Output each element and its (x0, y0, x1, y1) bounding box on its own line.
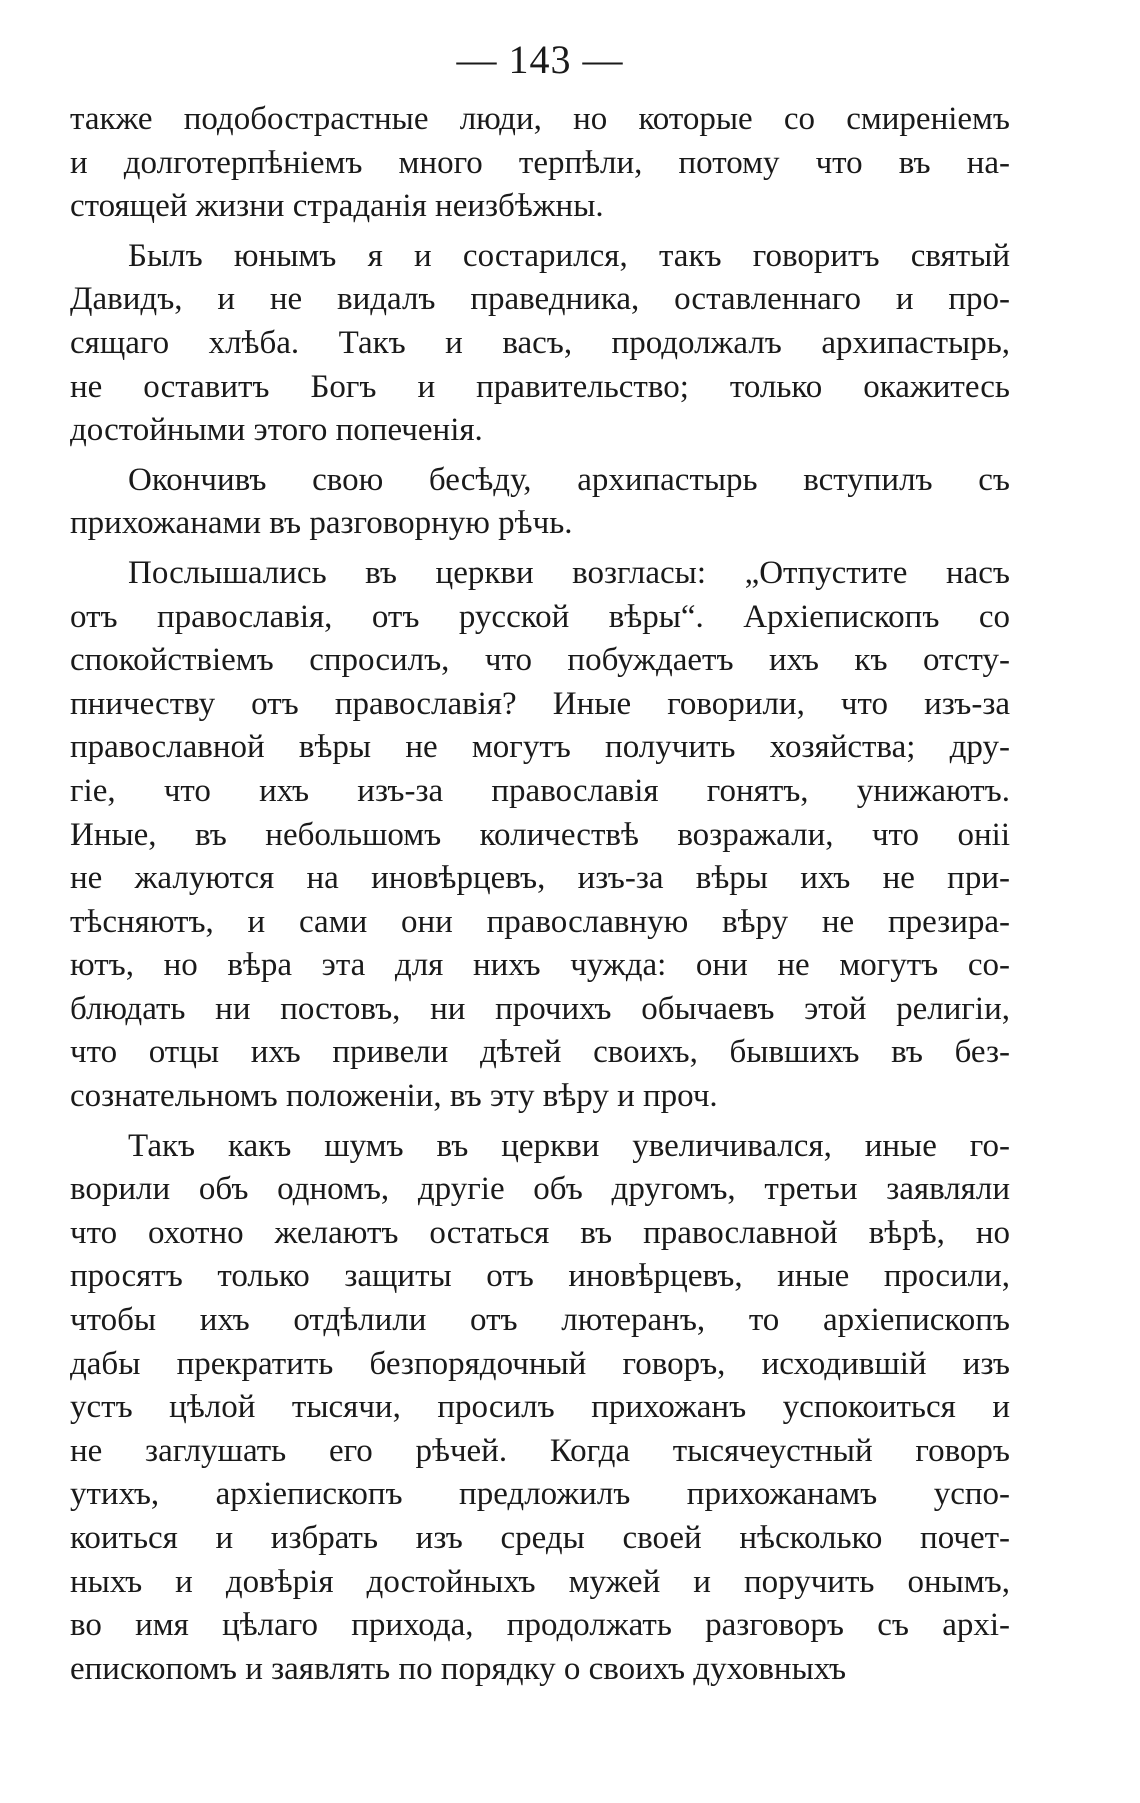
paragraph (70, 235, 1010, 453)
text-line: Окончивъ свою бесѣду, архипастырь вступилъ съ (128, 461, 1010, 498)
text-line: отъ православія, отъ русской вѣры“. Архіепископъ со (70, 598, 1010, 635)
text-line: спокойствіемъ спросилъ, что побуждаетъ ихъ къ отсту- (70, 642, 1010, 679)
text-line: не жалуются на иновѣрцевъ, изъ-за вѣры ихъ не при- (70, 860, 1010, 897)
text-line: ютъ, но вѣра эта для нихъ чужда: они не могутъ со- (70, 947, 1010, 984)
text-line: Давидъ, и не видалъ праведника, оставленнаго и про- (70, 281, 1010, 318)
text-line: чтобы ихъ отдѣлили отъ лютеранъ, то архіепископъ (70, 1302, 1010, 1339)
text-line: Былъ юнымъ я и состарился, такъ говоритъ святый (128, 237, 1010, 274)
text-line: устъ цѣлой тысячи, просилъ прихожанъ успокоиться и (70, 1389, 1010, 1426)
paragraph (70, 552, 1010, 1119)
text-line: гіе, что ихъ изъ-за православія гонятъ, унижаютъ. (70, 772, 1010, 809)
paragraph (70, 98, 1010, 229)
text-line: прихожанами въ разговорную рѣчь. (70, 505, 573, 542)
text-line: ныхъ и довѣрія достойныхъ мужей и поручить онымъ, (70, 1563, 1010, 1600)
text-line: Иные, въ небольшомъ количествѣ возражали, что оніі (70, 816, 1010, 853)
text-line: не оставитъ Богъ и правительство; только окажитесь (70, 368, 1010, 405)
text-line: пничеству отъ православія? Иные говорили, что изъ-за (70, 685, 1010, 722)
text-line: православной вѣры не могутъ получить хозяйства; дру- (70, 729, 1010, 766)
text-line: сознательномъ положеніи, въ эту вѣру и проч. (70, 1078, 718, 1115)
text-line: во имя цѣлаго прихода, продолжать разговоръ съ архі- (70, 1607, 1010, 1644)
text-line: что отцы ихъ привели дѣтей своихъ, бывшихъ въ без- (70, 1034, 1010, 1071)
text-line: что охотно желаютъ остаться въ православной вѣрѣ, но (70, 1214, 1010, 1251)
text-line: просятъ только защиты отъ иновѣрцевъ, иные просили, (70, 1258, 1010, 1295)
text-line: епископомъ и заявлять по порядку о своихъ духовныхъ (70, 1650, 847, 1687)
text-line: блюдать ни постовъ, ни прочихъ обычаевъ этой религіи, (70, 990, 1010, 1027)
text-line: Такъ какъ шумъ въ церкви увеличивался, иные го- (128, 1127, 1010, 1164)
text-line: дабы прекратить безпорядочный говоръ, исходившій изъ (70, 1345, 1010, 1382)
paragraph (70, 459, 1010, 546)
text-line: сящаго хлѣба. Такъ и васъ, продолжалъ архипастырь, (70, 324, 1010, 361)
paragraph (70, 1125, 1010, 1692)
text-line: коиться и избрать изъ среды своей нѣсколько почет- (70, 1520, 1010, 1556)
text-line: также подобострастные люди, но которые со смиреніемъ (70, 101, 1010, 137)
page-number: — 143 — (456, 37, 624, 82)
text-line: ворили объ одномъ, другіе объ другомъ, третьи заявляли (70, 1171, 1010, 1208)
page-text-body (70, 98, 1010, 1691)
text-line: Послышались въ церкви возгласы: „Отпустите насъ (128, 554, 1010, 591)
text-line: стоящей жизни страданія неизбѣжны. (70, 188, 604, 225)
text-line: утихъ, архіепископъ предложилъ прихожанамъ успо- (70, 1476, 1010, 1513)
text-line: не заглушать его рѣчей. Когда тысячеустный говоръ (70, 1432, 1010, 1469)
text-line: тѣсняютъ, и сами они православную вѣру не презира- (70, 903, 1010, 940)
text-line: достойными этого попеченія. (70, 412, 483, 449)
text-line: и долготерпѣніемъ много терпѣли, потому что въ на- (70, 144, 1010, 181)
book-page (70, 28, 1010, 1697)
